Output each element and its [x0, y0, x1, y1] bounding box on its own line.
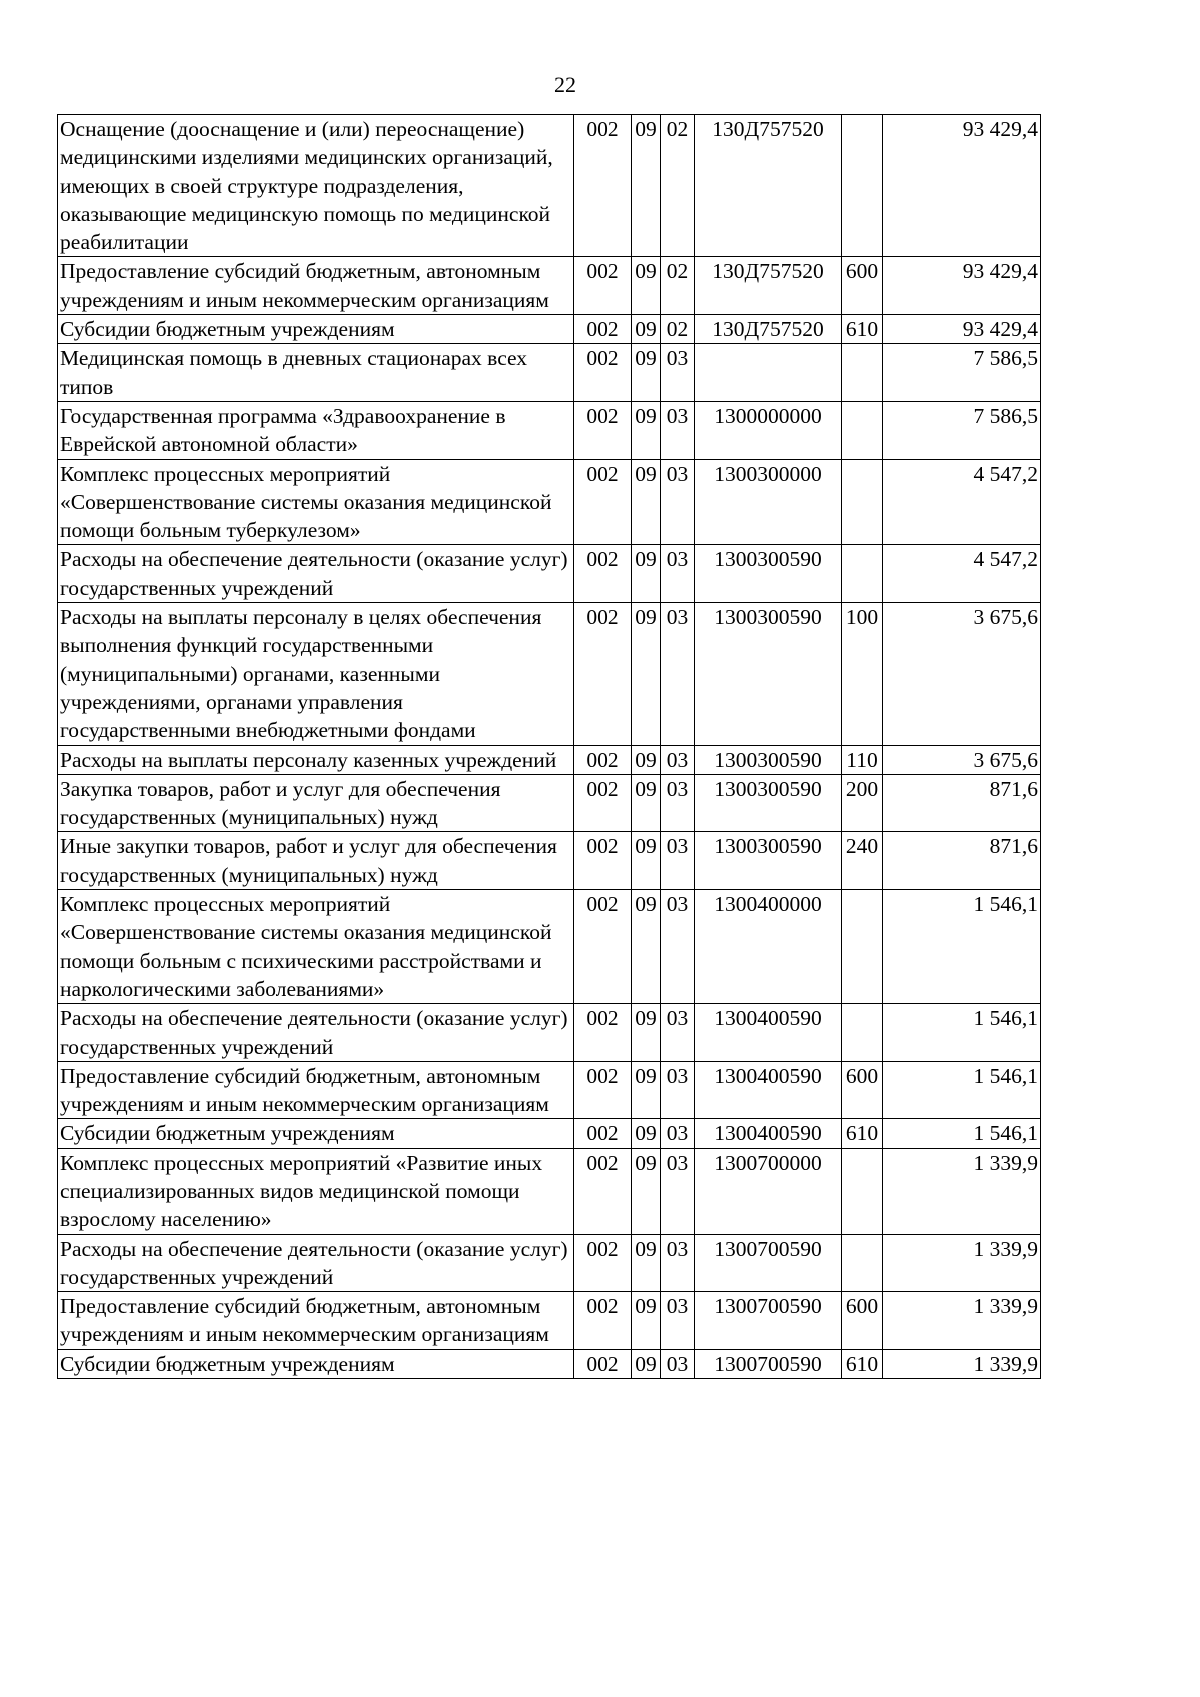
target-article-code: 1300700000 — [695, 1148, 842, 1234]
table-row — [58, 1349, 1041, 1378]
subsection-code: 03 — [661, 603, 695, 745]
amount: 1 546,1 — [883, 1061, 1041, 1119]
subsection-code: 03 — [661, 774, 695, 832]
section-code: 09 — [632, 1148, 661, 1234]
grbs-code: 002 — [574, 832, 632, 890]
amount: 93 429,4 — [883, 257, 1041, 315]
amount: 7 586,5 — [883, 344, 1041, 402]
subsection-code: 03 — [661, 1148, 695, 1234]
table-row — [58, 257, 1041, 315]
section-code: 09 — [632, 459, 661, 545]
table-row — [58, 315, 1041, 344]
amount: 1 546,1 — [883, 1119, 1041, 1148]
subsection-code: 03 — [661, 1119, 695, 1148]
amount: 871,6 — [883, 832, 1041, 890]
item-name: Расходы на обеспечение деятельности (оказание услуг) государственных учреждений — [58, 545, 574, 603]
item-name: Предоставление субсидий бюджетным, автономным учреждениям и иным некоммерческим организациям — [58, 1292, 574, 1350]
item-name: Иные закупки товаров, работ и услуг для обеспечения государственных (муниципальных) нужд — [58, 832, 574, 890]
amount: 7 586,5 — [883, 401, 1041, 459]
subsection-code: 03 — [661, 459, 695, 545]
item-name: Расходы на обеспечение деятельности (оказание услуг) государственных учреждений — [58, 1234, 574, 1292]
expense-type-code — [842, 1004, 883, 1062]
subsection-code: 02 — [661, 115, 695, 257]
table-row — [58, 1004, 1041, 1062]
target-article-code: 130Д757520 — [695, 257, 842, 315]
section-code: 09 — [632, 344, 661, 402]
budget-table-body — [58, 115, 1041, 1379]
section-code: 09 — [632, 401, 661, 459]
expense-type-code — [842, 545, 883, 603]
item-name: Субсидии бюджетным учреждениям — [58, 315, 574, 344]
expense-type-code: 610 — [842, 1349, 883, 1378]
table-row — [58, 890, 1041, 1004]
amount: 1 546,1 — [883, 1004, 1041, 1062]
expense-type-code: 600 — [842, 1061, 883, 1119]
section-code: 09 — [632, 890, 661, 1004]
expense-type-code — [842, 401, 883, 459]
subsection-code: 03 — [661, 745, 695, 774]
target-article-code: 130Д757520 — [695, 115, 842, 257]
expense-type-code: 610 — [842, 1119, 883, 1148]
table-row — [58, 545, 1041, 603]
amount: 4 547,2 — [883, 545, 1041, 603]
item-name: Комплекс процессных мероприятий «Развитие иных специализированных видов медицинской помощи взрослому населению» — [58, 1148, 574, 1234]
item-name: Субсидии бюджетным учреждениям — [58, 1119, 574, 1148]
grbs-code: 002 — [574, 603, 632, 745]
section-code: 09 — [632, 774, 661, 832]
table-row — [58, 344, 1041, 402]
amount: 871,6 — [883, 774, 1041, 832]
table-row — [58, 832, 1041, 890]
expense-type-code: 240 — [842, 832, 883, 890]
table-row — [58, 774, 1041, 832]
grbs-code: 002 — [574, 745, 632, 774]
grbs-code: 002 — [574, 1061, 632, 1119]
section-code: 09 — [632, 603, 661, 745]
table-row — [58, 459, 1041, 545]
table-row — [58, 1292, 1041, 1350]
table-row — [58, 1234, 1041, 1292]
subsection-code: 03 — [661, 545, 695, 603]
item-name: Закупка товаров, работ и услуг для обеспечения государственных (муниципальных) нужд — [58, 774, 574, 832]
expense-type-code — [842, 1148, 883, 1234]
subsection-code: 03 — [661, 832, 695, 890]
target-article-code: 1300300590 — [695, 774, 842, 832]
subsection-code: 02 — [661, 257, 695, 315]
target-article-code: 1300300590 — [695, 603, 842, 745]
expense-type-code: 600 — [842, 257, 883, 315]
target-article-code: 1300700590 — [695, 1292, 842, 1350]
grbs-code: 002 — [574, 545, 632, 603]
expense-type-code: 200 — [842, 774, 883, 832]
target-article-code: 1300400000 — [695, 890, 842, 1004]
amount: 1 339,9 — [883, 1292, 1041, 1350]
section-code: 09 — [632, 1234, 661, 1292]
subsection-code: 03 — [661, 1349, 695, 1378]
section-code: 09 — [632, 315, 661, 344]
target-article-code: 1300700590 — [695, 1234, 842, 1292]
subsection-code: 02 — [661, 315, 695, 344]
section-code: 09 — [632, 257, 661, 315]
target-article-code: 1300300590 — [695, 545, 842, 603]
target-article-code: 1300400590 — [695, 1119, 842, 1148]
section-code: 09 — [632, 1061, 661, 1119]
subsection-code: 03 — [661, 401, 695, 459]
item-name: Субсидии бюджетным учреждениям — [58, 1349, 574, 1378]
target-article-code: 1300400590 — [695, 1004, 842, 1062]
grbs-code: 002 — [574, 890, 632, 1004]
section-code: 09 — [632, 545, 661, 603]
budget-table — [57, 114, 1041, 1379]
item-name: Предоставление субсидий бюджетным, автономным учреждениям и иным некоммерческим организациям — [58, 1061, 574, 1119]
item-name: Комплекс процессных мероприятий «Совершенствование системы оказания медицинской помощи больным туберкулезом» — [58, 459, 574, 545]
item-name: Предоставление субсидий бюджетным, автономным учреждениям и иным некоммерческим организациям — [58, 257, 574, 315]
grbs-code: 002 — [574, 1004, 632, 1062]
target-article-code: 1300400590 — [695, 1061, 842, 1119]
amount: 4 547,2 — [883, 459, 1041, 545]
item-name: Расходы на обеспечение деятельности (оказание услуг) государственных учреждений — [58, 1004, 574, 1062]
amount: 1 339,9 — [883, 1349, 1041, 1378]
subsection-code: 03 — [661, 1292, 695, 1350]
section-code: 09 — [632, 1004, 661, 1062]
grbs-code: 002 — [574, 1148, 632, 1234]
amount: 93 429,4 — [883, 115, 1041, 257]
item-name: Расходы на выплаты персоналу казенных учреждений — [58, 745, 574, 774]
target-article-code: 1300300590 — [695, 832, 842, 890]
subsection-code: 03 — [661, 344, 695, 402]
grbs-code: 002 — [574, 1234, 632, 1292]
expense-type-code: 110 — [842, 745, 883, 774]
target-article-code: 1300000000 — [695, 401, 842, 459]
table-row — [58, 1148, 1041, 1234]
table-row — [58, 115, 1041, 257]
table-row — [58, 1119, 1041, 1148]
section-code: 09 — [632, 832, 661, 890]
section-code: 09 — [632, 1349, 661, 1378]
item-name: Оснащение (дооснащение и (или) переоснащение) медицинскими изделиями медицинских организаций, имеющих в своей структуре подразделения, оказывающие медицинскую помощь по медицинской реабилитации — [58, 115, 574, 257]
item-name: Государственная программа «Здравоохранение в Еврейской автономной области» — [58, 401, 574, 459]
item-name: Комплекс процессных мероприятий «Совершенствование системы оказания медицинской помощи больным с психическими расстройствами и наркологическими заболеваниями» — [58, 890, 574, 1004]
subsection-code: 03 — [661, 1004, 695, 1062]
grbs-code: 002 — [574, 1292, 632, 1350]
grbs-code: 002 — [574, 257, 632, 315]
target-article-code: 1300700590 — [695, 1349, 842, 1378]
table-row — [58, 745, 1041, 774]
table-row — [58, 1061, 1041, 1119]
section-code: 09 — [632, 745, 661, 774]
target-article-code: 1300300590 — [695, 745, 842, 774]
expense-type-code — [842, 115, 883, 257]
target-article-code: 1300300000 — [695, 459, 842, 545]
grbs-code: 002 — [574, 459, 632, 545]
amount: 3 675,6 — [883, 745, 1041, 774]
page-number: 22 — [554, 72, 576, 97]
amount: 1 339,9 — [883, 1234, 1041, 1292]
table-row — [58, 401, 1041, 459]
section-code: 09 — [632, 1292, 661, 1350]
grbs-code: 002 — [574, 401, 632, 459]
expense-type-code: 600 — [842, 1292, 883, 1350]
expense-type-code: 610 — [842, 315, 883, 344]
amount: 1 546,1 — [883, 890, 1041, 1004]
expense-type-code: 100 — [842, 603, 883, 745]
section-code: 09 — [632, 1119, 661, 1148]
amount: 3 675,6 — [883, 603, 1041, 745]
grbs-code: 002 — [574, 774, 632, 832]
grbs-code: 002 — [574, 1119, 632, 1148]
grbs-code: 002 — [574, 344, 632, 402]
expense-type-code — [842, 344, 883, 402]
expense-type-code — [842, 459, 883, 545]
target-article-code: 130Д757520 — [695, 315, 842, 344]
item-name: Медицинская помощь в дневных стационарах всех типов — [58, 344, 574, 402]
section-code: 09 — [632, 115, 661, 257]
amount: 93 429,4 — [883, 315, 1041, 344]
subsection-code: 03 — [661, 890, 695, 1004]
item-name: Расходы на выплаты персоналу в целях обеспечения выполнения функций государственными (муниципальными) органами, казенными учреждениями, органами управления государственными внебюджетными фондами — [58, 603, 574, 745]
amount: 1 339,9 — [883, 1148, 1041, 1234]
table-row — [58, 603, 1041, 745]
target-article-code — [695, 344, 842, 402]
grbs-code: 002 — [574, 315, 632, 344]
subsection-code: 03 — [661, 1234, 695, 1292]
subsection-code: 03 — [661, 1061, 695, 1119]
expense-type-code — [842, 1234, 883, 1292]
expense-type-code — [842, 890, 883, 1004]
grbs-code: 002 — [574, 115, 632, 257]
grbs-code: 002 — [574, 1349, 632, 1378]
